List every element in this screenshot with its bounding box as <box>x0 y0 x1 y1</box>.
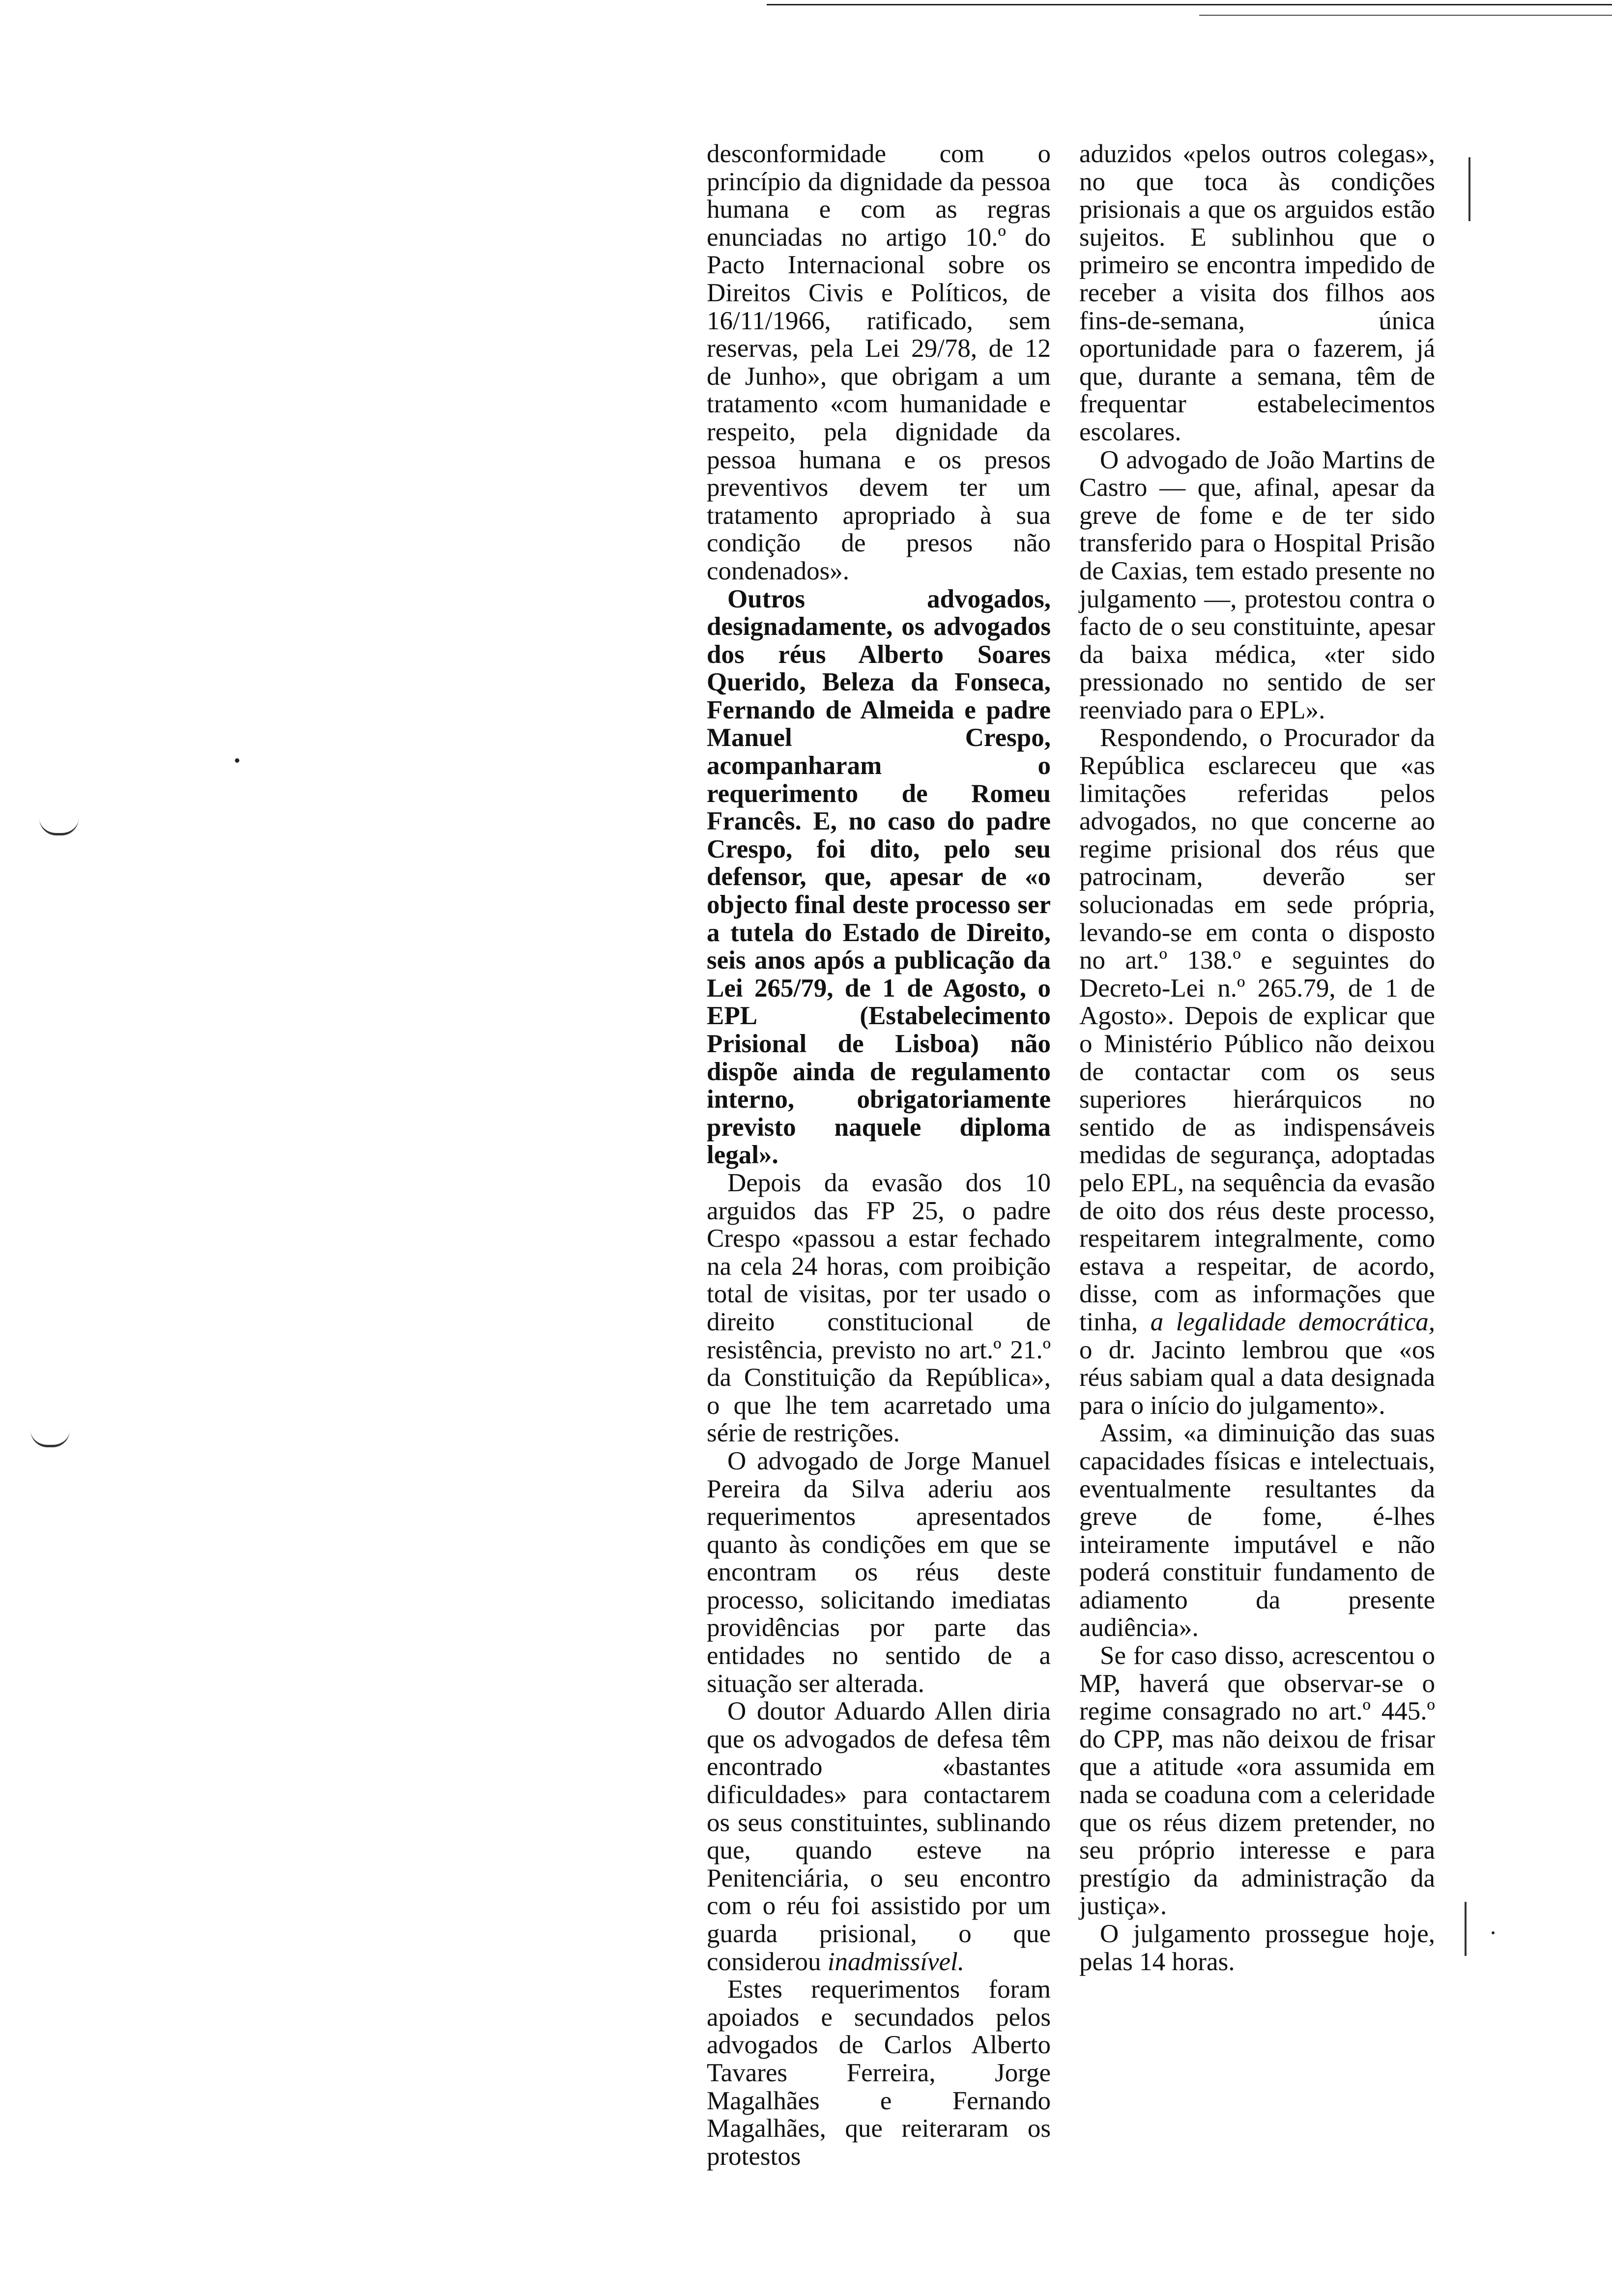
paragraph: aduzidos «pelos outros colegas», no que toca às condições prisionais a que os arguidos estão sujeitos. E sublinhou que o primeiro se encontra impedido de receber a visita dos filhos aos fins-de-semana, única oportunidade para o fazerem, já que, durante a semana, têm de frequentar estabelecimentos escolares. <box>1079 140 1435 446</box>
paragraph <box>1079 724 1435 1419</box>
paragraph-text: o dr. Jacinto lembrou que «os réus sabiam qual a data designada para o início do julgamento». <box>1079 1335 1435 1420</box>
paragraph <box>707 1697 1051 1976</box>
paragraph-text: O doutor Aduardo Allen diria que os advogados de defesa têm encontrado «bastantes dificuldades» para contactarem os seus constituintes, sublinando que, quando esteve na Penitenciária, o seu encontro com o réu foi assistido por um guarda prisional, o que considerou <box>707 1697 1051 1976</box>
margin-hole-mark <box>30 1430 70 1447</box>
top-rule-secondary <box>1199 15 1612 16</box>
paragraph-italic: inadmissível. <box>827 1947 965 1976</box>
paragraph: Se for caso disso, acrescentou o MP, haverá que observar-se o regime consagrado no art.º 445.º do CPP, mas não deixou de frisar que a atitude «ora assumida em nada se coaduna com a celeridade que os réus dizem pretender, no seu próprio interesse e para prestígio da administração da justiça». <box>1079 1641 1435 1921</box>
paragraph-italic: a legalidade democrática, <box>1150 1307 1435 1336</box>
paragraph: O advogado de João Martins de Castro — que, afinal, apesar da greve de fome e de ter sido transferido para o Hospital Prisão de Caxias, tem estado presente no julgamento —, protestou contra o facto de o seu constituinte, apesar da baixa médica, «ter sido pressionado no sentido de ser reenviado para o EPL». <box>1079 445 1435 724</box>
paragraph-text: Respondendo, o Procurador da República esclareceu que «as limitações referidas pelos advogados, no que concerne ao regime prisional dos réus que patrocinam, deverão ser solucionadas em sede própria, levando-se em conta o disposto no art.º 138.º e seguintes do Decreto-Lei n.º 265.79, de 1 de Agosto». Depois de explicar que o Ministério Público não deixou de contactar com os seus superiores hierárquicos no sentido de as indispensáveis medidas de segurança, adoptadas pelo EPL, na sequência da evasão de oito dos réus deste processo, respeitarem integralmente, como estava a respeitar, de acordo, disse, com as informações que tinha, <box>1079 723 1435 1336</box>
margin-bar <box>1465 1902 1467 1956</box>
margin-hole-mark <box>39 818 79 835</box>
paragraph: O julgamento prossegue hoje, pelas 14 horas. <box>1079 1920 1435 1976</box>
paragraph: Estes requerimentos foram apoiados e secundados pelos advogados de Carlos Alberto Tavares Ferreira, Jorge Magalhães e Fernando Magalhães, que reiteraram os protestos <box>707 1975 1051 2171</box>
article-column-left <box>707 140 1051 2170</box>
margin-bar <box>1468 157 1470 221</box>
paragraph: Assim, «a diminuição das suas capacidades físicas e intelectuais, eventualmente resultantes da greve de fome, é-lhes inteiramente imputável e não poderá constituir fundamento de adiamento da presente audiência». <box>1079 1419 1435 1642</box>
top-rule <box>767 4 1612 5</box>
paragraph: O advogado de Jorge Manuel Pereira da Silva aderiu aos requerimentos apresentados quanto às condições em que se encontram os réus deste processo, solicitando imediatas providências por parte das entidades no sentido de a situação ser alterada. <box>707 1446 1051 1698</box>
speck <box>235 758 239 763</box>
speck <box>1492 1931 1495 1934</box>
article-column-right <box>1079 140 1435 1976</box>
paragraph: desconformidade com o princípio da dignidade da pessoa humana e com as regras enunciadas no artigo 10.º do Pacto Internacional sobre os Direitos Civis e Políticos, de 16/11/1966, ratificado, sem reservas, pela Lei 29/78, de 12 de Junho», que obrigam a um tratamento «com humanidade e respeito, pela dignidade da pessoa humana e os presos preventivos devem ter um tratamento apropriado à sua condição de presos não condenados». <box>707 140 1051 585</box>
paragraph: Depois da evasão dos 10 arguidos das FP 25, o padre Crespo «passou a estar fechado na cela 24 horas, com proibição total de visitas, por ter usado o direito constitucional de resistência, previsto no art.º 21.º da Constituição da República», o que lhe tem acarretado uma série de restrições. <box>707 1168 1051 1448</box>
paragraph: Outros advogados, designadamente, os advogados dos réus Alberto Soares Querido, Beleza da Fonseca, Fernando de Almeida e padre Manuel Crespo, acompanharam o requerimento de Romeu Francês. E, no caso do padre Crespo, foi dito, pelo seu defensor, que, apesar de «o objecto final deste processo ser a tutela do Estado de Direito, seis anos após a publicação da Lei 265/79, de 1 de Agosto, o EPL (Estabelecimento Prisional de Lisboa) não dispõe ainda de regulamento interno, obrigatoriamente previsto naquele diploma legal». <box>707 584 1051 1170</box>
